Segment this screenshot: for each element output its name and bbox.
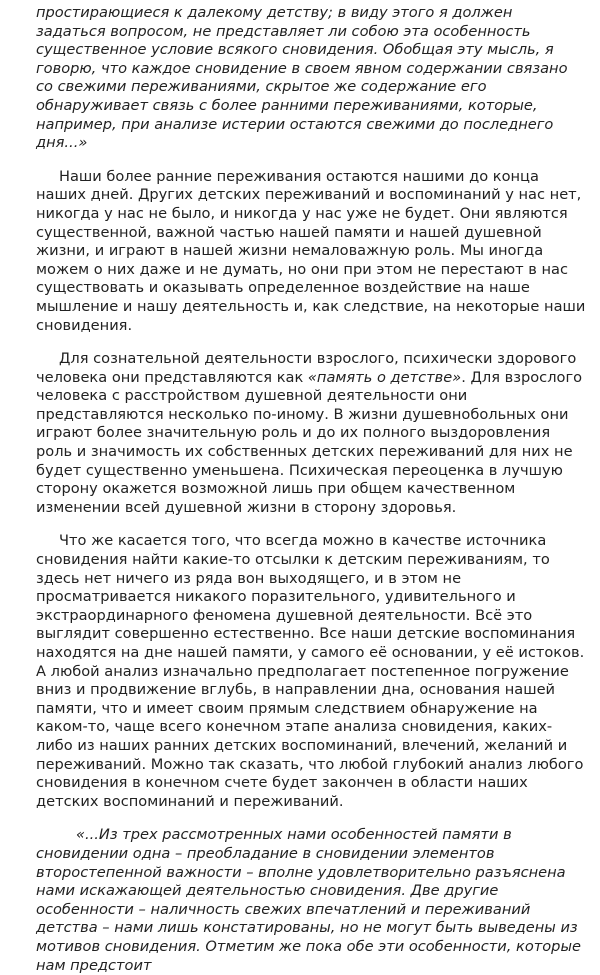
paragraph-2-before: Для сознательной деятельности взрослого, психически здорового человека они представляются как	[36, 350, 577, 386]
quote-start: «...Из трех рассмотренных нами особенностей памяти в сновидении одна – преобладание в сновидении элементов второстепенной важности – вполне удовлетворительно разъяснена нами искажающей деятельностью сновидения. Две другие особенности – наличность свежих впечатлений и переживаний детства – нами лишь констатированы, но не могут быть выведены из мотивов сновидения. Отметим же пока обе эти особенности, которые нам предстоит	[36, 826, 581, 974]
paragraph-2-quote: «память о детстве»	[307, 368, 462, 386]
paragraph-2-after: . Для взрослого человека с расстройством душевной деятельности они представляются несколько по-иному. В жизни душевнобольных они играют более значительную роль и до их полного выздоровления роль и значимость их собственных детских переживаний для них не будет существенно уменьшена. Психическая переоценка в лучшую сторону окажется возможной лишь при общем качественном изменении всей душевной жизни в сторону здоровья.	[36, 368, 583, 516]
paragraph-2	[36, 350, 586, 517]
quote-continuation: простирающиеся к далекому детству; в виду этого я должен задаться вопросом, не представляет ли собою эта особенность существенное условие всякого сновидения. Обобщая эту мысль, я говорю, что каждое сновидение в своем явном содержании связано со свежими переживаниями, скрытое же содержание его обнаруживает связь с более ранними переживаниями, которые, например, при анализе истерии остаются свежими до последнего дня...»	[36, 4, 568, 152]
paragraph-3: Что же касается того, что всегда можно в качестве источника сновидения найти какие-то отсылки к детским переживаниям, то здесь нет ничего из ряда вон выходящего, и в этом не просматривается никакого поразительного, удивительного и экстраординарного феномена душевной деятельности. Всё это выглядит совершенно естественно. Все наши детские воспоминания находятся на дне нашей памяти, у самого её основании, у её истоков. А любой анализ изначально предполагает постепенное погружение вниз и продвижение вглубь, в направлении дна, основания нашей памяти, что и имеет своим прямым следствием обнаружение на каком-то, чаще всего конечном этапе анализа сновидения, каких-либо из наших ранних детских воспоминаний, влечений, желаний и переживаний. Можно так сказать, что любой глубокий анализ любого сновидения в конечном счете будет закончен в области наших детских воспоминаний и переживаний.	[36, 532, 585, 810]
paragraph-1: Наши более ранние переживания остаются нашими до конца наших дней. Других детских переживаний и воспоминаний у нас нет, никогда у нас не было, и никогда у нас уже не будет. Они являются существенной, важной частью нашей памяти и нашей душевной жизни, и играют в нашей жизни немаловажную роль. Мы иногда можем о них даже и не думать, но они при этом не перестают в нас существовать и оказывать определенное воздействие на наше мышление и нашу деятельность и, как следствие, на некоторые наши сновидения.	[36, 167, 586, 334]
